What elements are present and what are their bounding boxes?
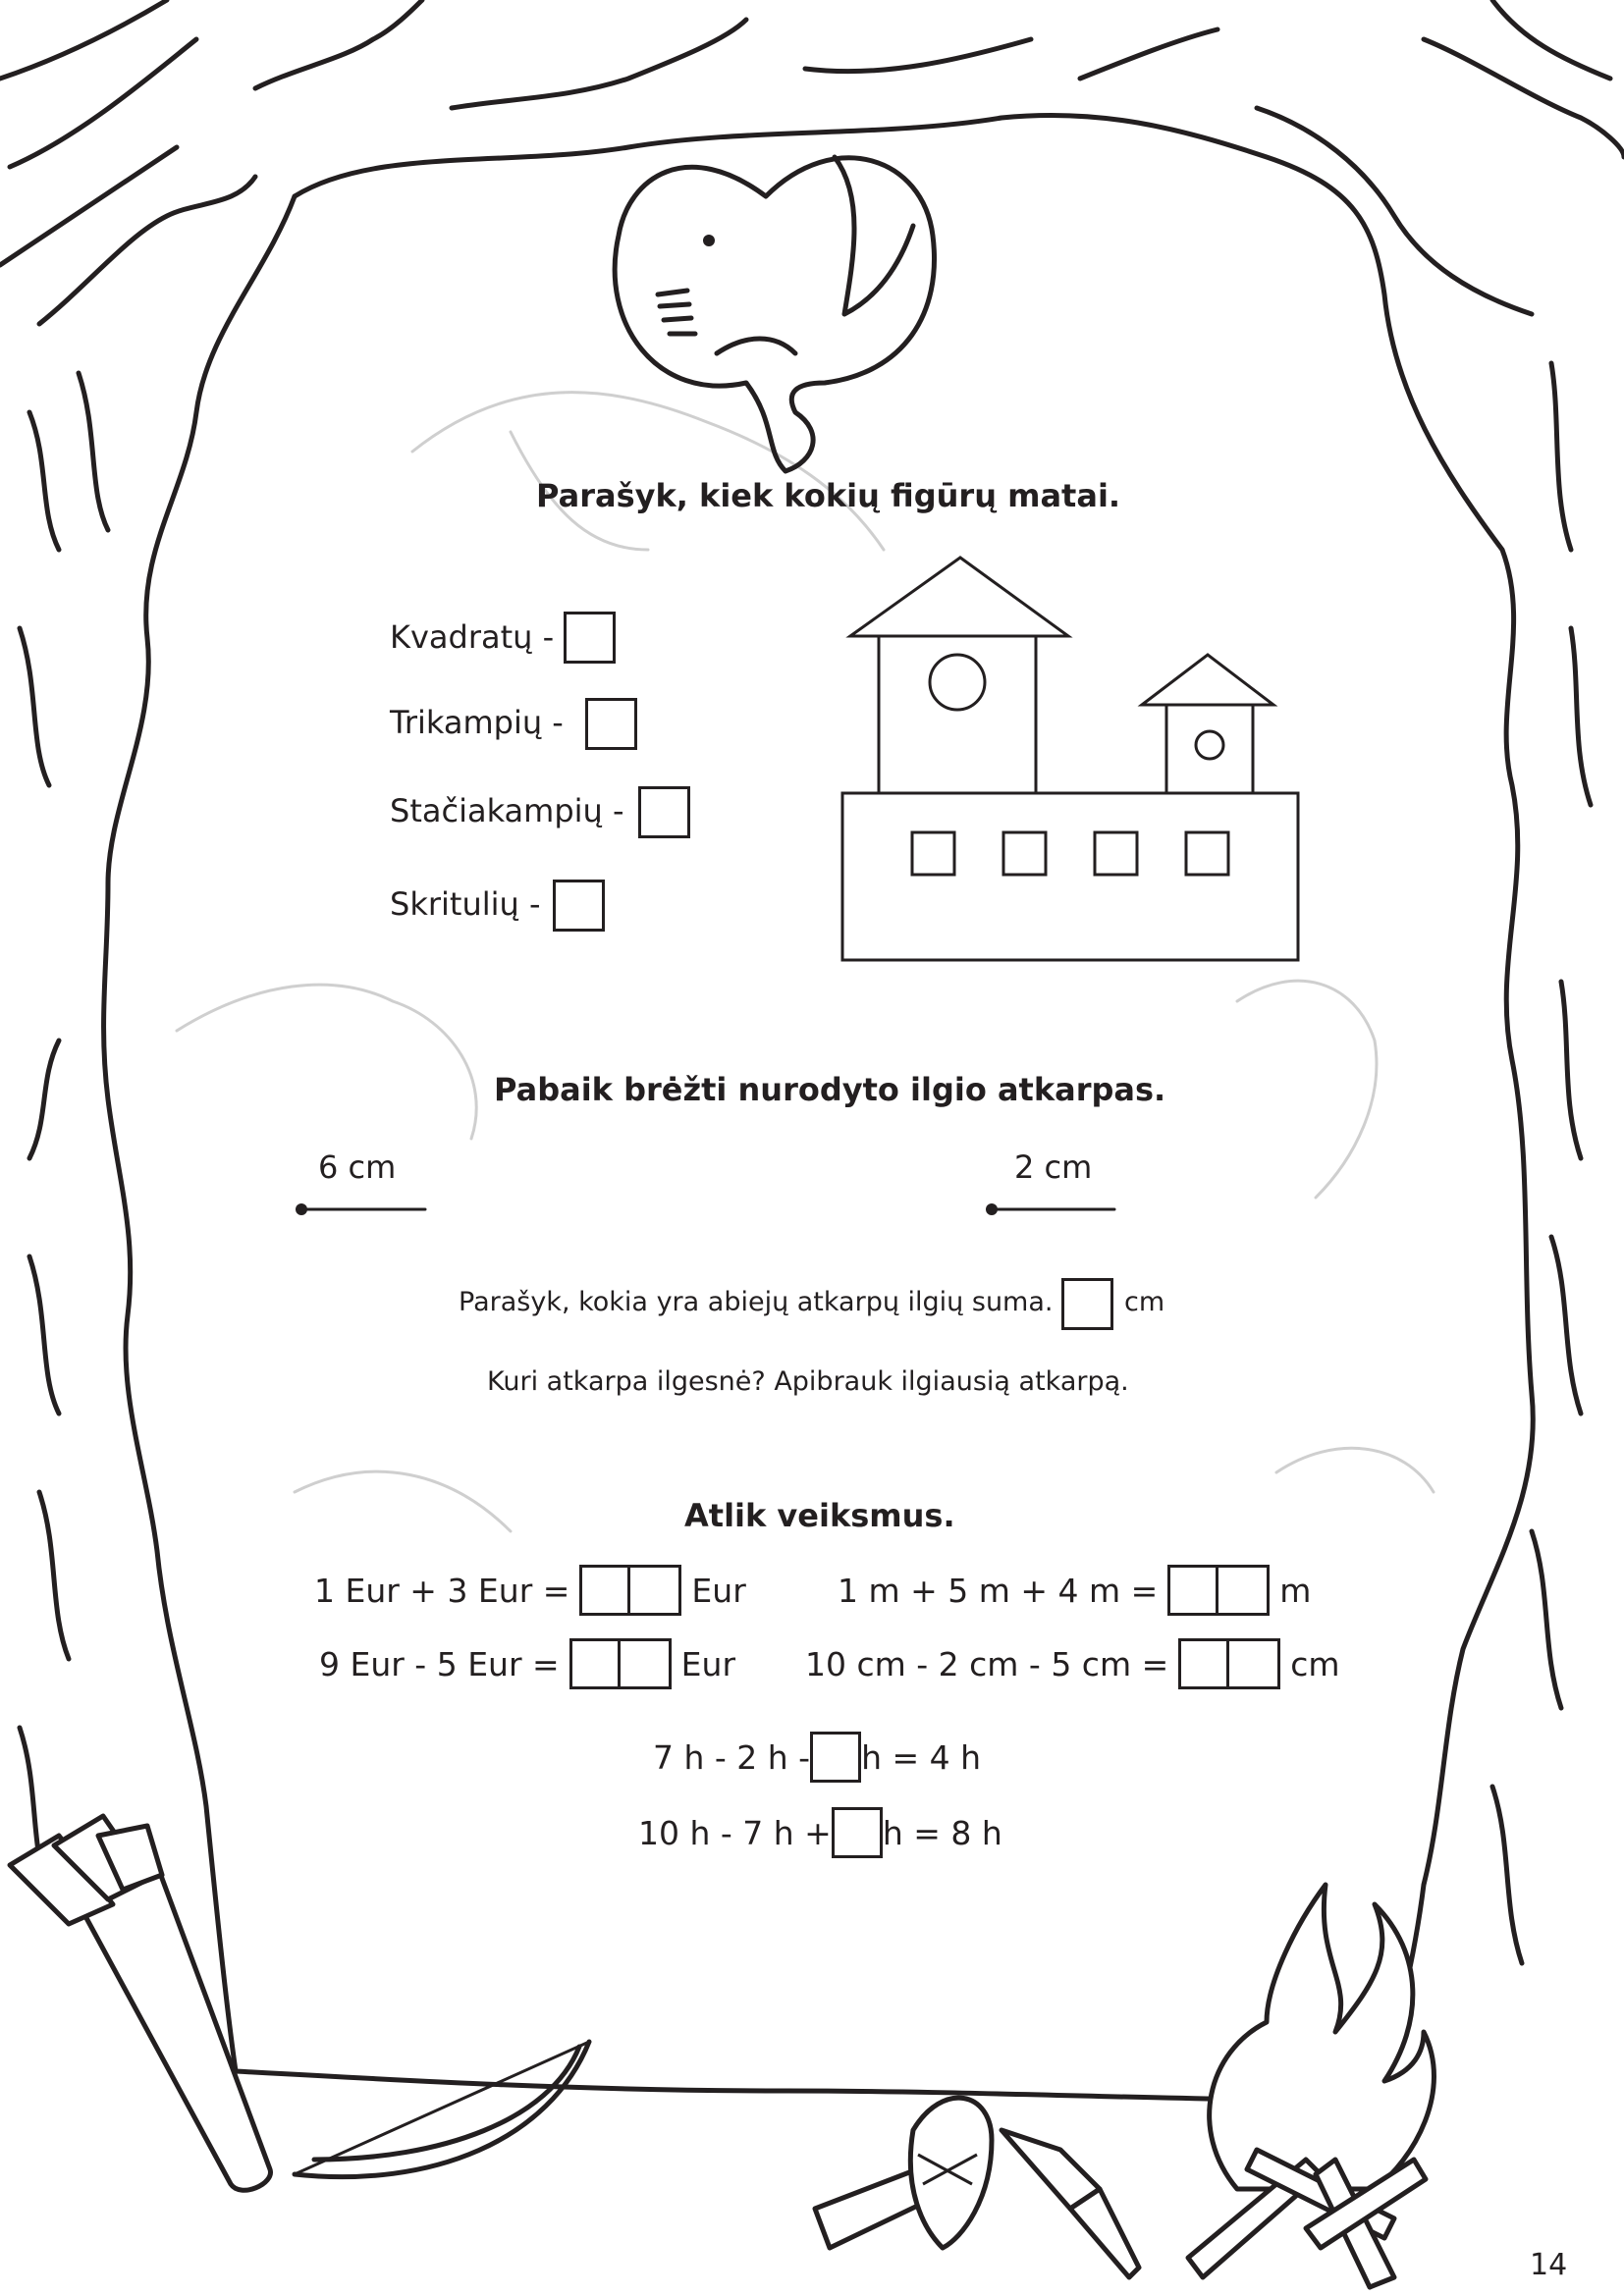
equation-4 [805, 1638, 1340, 1689]
equation-6-left: 10 h - 7 h + [638, 1813, 832, 1852]
equation-5-right: h = 4 h [861, 1737, 982, 1777]
mammoth-head-icon [615, 157, 934, 471]
campfire-icon [1188, 1885, 1434, 2287]
label-squares: Kvadratų - [390, 618, 555, 656]
equation-6-box[interactable] [832, 1807, 883, 1858]
segment-right-start [986, 1203, 998, 1215]
equation-5-left: 7 h - 2 h - [653, 1737, 811, 1777]
segment-left-start [296, 1203, 307, 1215]
answer-box-circles[interactable] [553, 880, 605, 932]
equation-4-left: 10 cm - 2 cm - 5 cm = [805, 1644, 1169, 1683]
longer-question: Kuri atkarpa ilgesnė? Apibrauk ilgiausią atkarpą. [487, 1366, 1129, 1397]
equation-6-right: h = 8 h [882, 1813, 1002, 1852]
segment-right-label: 2 cm [1014, 1148, 1093, 1186]
equation-3-ones-box[interactable] [1218, 1565, 1270, 1616]
task3-title: Atlik veiksmus. [684, 1497, 955, 1534]
task2-title: Pabaik brėžti nurodyto ilgio atkarpas. [494, 1071, 1166, 1108]
equation-1-tens-box[interactable] [579, 1565, 630, 1616]
equation-3-unit: m [1279, 1571, 1312, 1610]
equation-5-box[interactable] [810, 1732, 861, 1783]
equation-6 [638, 1807, 1002, 1858]
task1-title: Parašyk, kiek kokių figūrų matai. [536, 477, 1121, 514]
flint-knife-icon [1001, 2130, 1139, 2277]
answer-box-triangles[interactable] [585, 698, 637, 750]
equation-3-left: 1 m + 5 m + 4 m = [838, 1571, 1159, 1610]
equation-2-unit: Eur [680, 1644, 736, 1683]
page-number: 14 [1530, 2248, 1568, 2282]
equation-1 [314, 1565, 746, 1616]
equation-4-unit: cm [1290, 1644, 1340, 1683]
equation-2-left: 9 Eur - 5 Eur = [319, 1644, 560, 1683]
equation-3-tens-box[interactable] [1167, 1565, 1218, 1616]
answer-box-sum[interactable] [1061, 1278, 1113, 1330]
mammoth-eye-icon [703, 235, 715, 246]
answer-box-rectangles[interactable] [638, 786, 690, 838]
equation-2 [319, 1638, 735, 1689]
quiver-icon [10, 1816, 270, 2190]
equation-1-unit: Eur [691, 1571, 746, 1610]
castle-figure [842, 558, 1298, 960]
equation-4-tens-box[interactable] [1178, 1638, 1229, 1689]
equation-3 [838, 1565, 1311, 1616]
equation-5 [653, 1732, 981, 1783]
segment-left-label: 6 cm [318, 1148, 397, 1186]
answer-box-squares[interactable] [564, 612, 616, 664]
label-rectangles: Stačiakampių - [390, 792, 624, 829]
sum-question: Parašyk, kokia yra abiejų atkarpų ilgių suma. [459, 1287, 1054, 1317]
equation-2-tens-box[interactable] [569, 1638, 621, 1689]
equation-1-left: 1 Eur + 3 Eur = [314, 1571, 570, 1610]
label-triangles: Trikampių - [390, 704, 564, 741]
sum-unit: cm [1124, 1287, 1165, 1317]
label-circles: Skritulių - [390, 885, 541, 923]
equation-1-ones-box[interactable] [630, 1565, 681, 1616]
stone-axe-icon [815, 2098, 992, 2248]
bow-icon [295, 2042, 589, 2177]
equation-2-ones-box[interactable] [621, 1638, 672, 1689]
equation-4-ones-box[interactable] [1229, 1638, 1280, 1689]
